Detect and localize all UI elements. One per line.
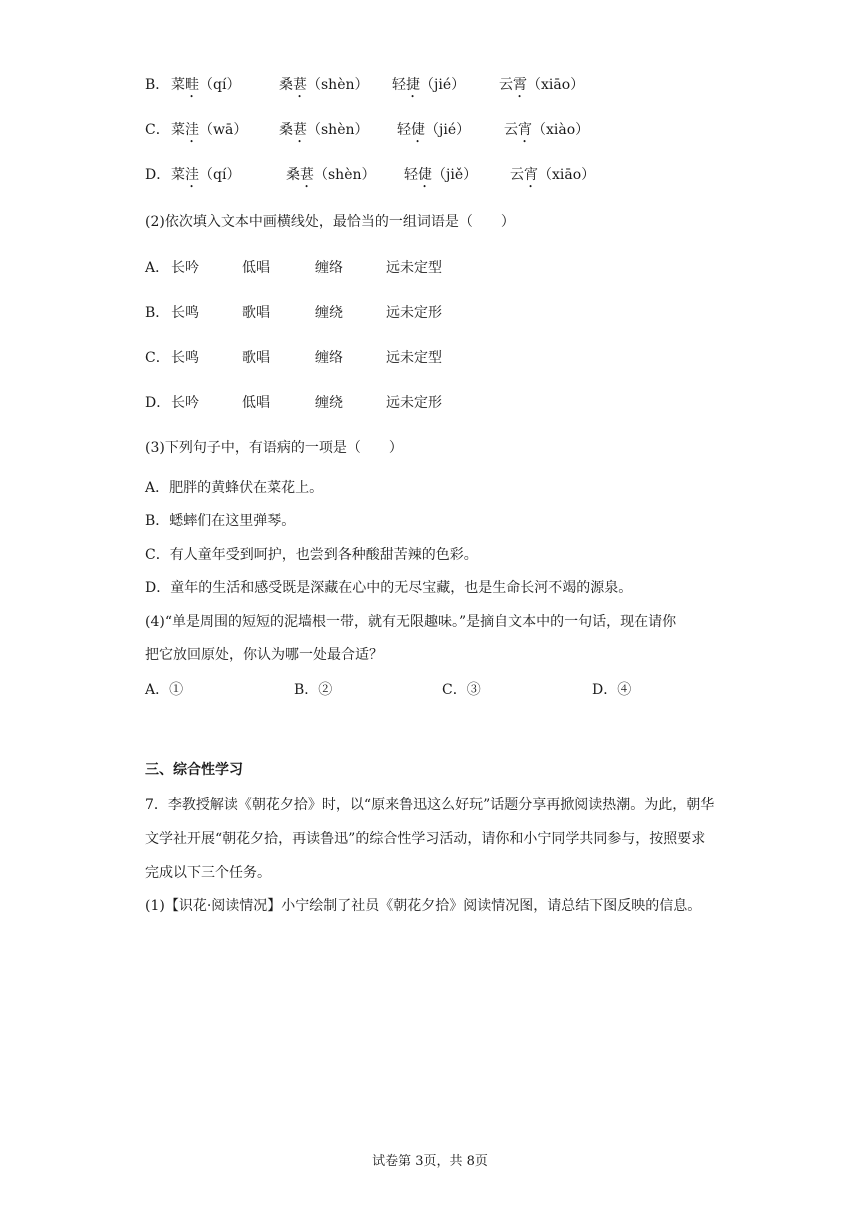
option-label: C． [145,122,170,138]
option-item: 菜畦（qí） [171,77,241,93]
option-word: 缠绕 [315,305,343,321]
option-label: D． [145,395,171,411]
option-item: 轻捷（jié） [392,77,466,93]
option-item: 桑葚（shèn） [279,122,369,138]
q1-option-b [145,75,584,101]
q1-option-c [145,120,589,146]
q2-option-a [145,258,442,278]
option-label: A． [145,260,170,276]
q4-option-c: C．③ [442,682,481,698]
q4-option-a: A．① [145,682,184,698]
option-item: 云宵（xiāo） [510,167,596,183]
option-word: 长吟 [171,260,199,276]
option-word: 缠络 [315,350,343,366]
q7-text: 7．李教授解读《朝花夕拾》时，以“原来鲁迅这么好玩”话题分享再掀阅读热潮。为此，朝华文学社开展“朝花夕拾，再读鲁迅”的综合性学习活动，请你和小宁同学共同参与，按照要求完成以下三个任务。 [145,797,715,881]
option-item: 轻倢（jiě） [404,167,478,183]
option-word: 远未定型 [386,260,442,276]
option-word: 歌唱 [242,305,270,321]
option-word: 远未定形 [386,305,442,321]
option-item: 云霄（xiāo） [499,77,585,93]
option-word: 低唱 [242,260,270,276]
option-word: 远未定型 [386,350,442,366]
option-item: 轻倢（jié） [397,122,471,138]
q4-stem-line2: 把它放回原处，你认为哪一处最合适？ [145,647,383,663]
q3-option-b: B．蟋蟀们在这里弹琴。 [145,513,296,529]
q2-stem: (2)依次填入文本中画横线处，最恰当的一组词语是（ ） [145,214,515,230]
q4-options [145,680,631,700]
option-word: 低唱 [242,395,270,411]
section-heading: 三、综合性学习 [145,762,243,778]
option-word: 缠络 [315,260,343,276]
option-word: 远未定形 [386,395,442,411]
q2-option-d [145,393,442,413]
option-item: 云宵（xiào） [504,122,590,138]
q1-option-d [145,165,595,191]
option-item: 菜洼（qí） [171,167,241,183]
option-word: 长鸣 [171,350,199,366]
q3-option-a: A．肥胖的黄蜂伏在菜花上。 [145,480,324,496]
option-label: B． [145,77,170,93]
q3-option-c: C．有人童年受到呵护，也尝到各种酸甜苦辣的色彩。 [145,547,478,563]
q3-stem: (3)下列句子中，有语病的一项是（ ） [145,440,403,456]
q4-option-d: D．④ [592,682,632,698]
q4-stem-line1: (4)“单是周围的短短的泥墙根一带，就有无限趣味。”是摘自文本中的一句话，现在请你 [145,614,677,630]
option-label: B． [145,305,170,321]
option-word: 缠绕 [315,395,343,411]
option-item: 菜洼（wā） [171,122,248,138]
q7-sub1-text: (1)【识花·阅读情况】小宁绘制了社员《朝花夕拾》阅读情况图，请总结下图反映的信息。 [145,898,702,914]
option-word: 歌唱 [242,350,270,366]
q2-option-b [145,303,442,323]
option-word: 长吟 [171,395,199,411]
option-item: 桑葚（shèn） [286,167,376,183]
option-label: D． [145,167,171,183]
page-footer: 试卷第 3页，共 8页 [372,1154,488,1169]
q2-option-c [145,348,442,368]
option-item: 桑葚（shèn） [279,77,369,93]
option-word: 长鸣 [171,305,199,321]
option-label: C． [145,350,170,366]
q3-option-d: D．童年的生活和感受既是深藏在心中的无尽宝藏，也是生命长河不竭的源泉。 [145,580,633,596]
q4-option-b: B．② [294,682,333,698]
